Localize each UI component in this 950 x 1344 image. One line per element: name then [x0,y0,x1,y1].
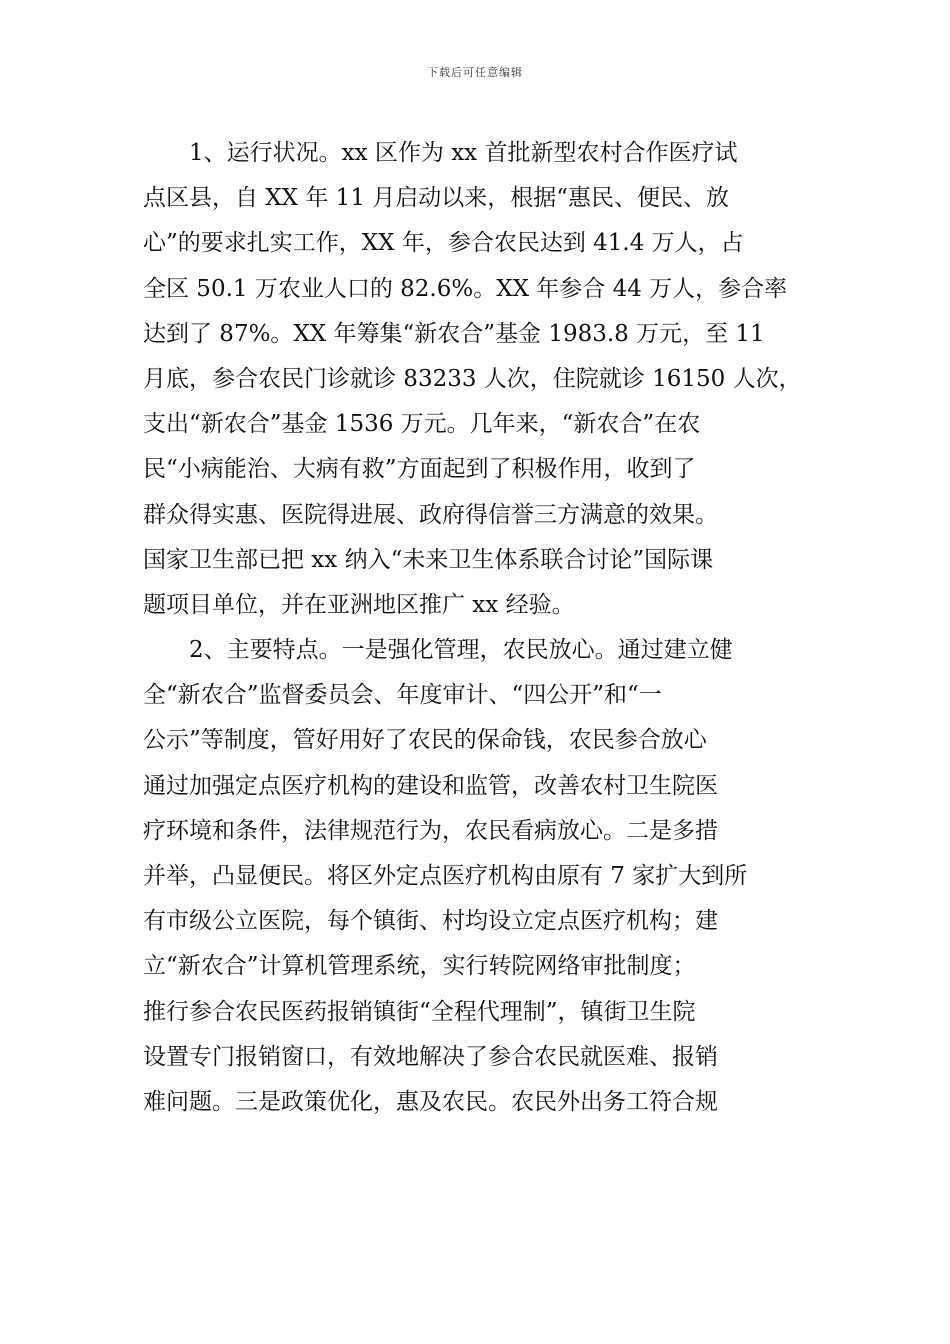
text-line: 达到了 87%。XX 年筹集“新农合”基金 1983.8 万元，至 11 [143,320,765,347]
page-header: 下载后可任意编辑 [427,66,523,79]
text-line: 点区县，自 XX 年 11 月启动以来，根据“惠民、便民、放 [143,185,730,212]
text-line: 并举，凸显便民。将区外定点医疗机构由原有 7 家扩大到所 [143,863,748,889]
text-line: 群众得实惠、医院得进展、政府得信誉三方满意的效果。 [143,501,718,528]
text-line: 公示”等制度，管好用好了农民的保命钱，农民参合放心 [143,727,707,754]
document-body [143,131,833,1125]
text-line: 题项目单位，并在亚洲地区推广 xx 经验。 [143,591,575,618]
text-line: 1、运行状况。xx 区作为 xx 首批新型农村合作医疗试 [143,140,738,166]
text-line: 支出“新农合”基金 1536 万元。几年来，“新农合”在农 [143,411,701,438]
text-line: 难问题。三是政策优化，惠及农民。农民外出务工符合规 [143,1088,718,1115]
text-line: 民“小病能治、大病有救”方面起到了积极作用，收到了 [143,456,696,483]
text-line: 疗环境和条件，法律规范行为，农民看病放心。二是多措 [143,817,718,844]
text-line: 全区 50.1 万农业人口的 82.6%。XX 年参合 44 万人，参合率 [143,275,788,302]
text-line: 推行参合农民医药报销镇街“全程代理制”，镇街卫生院 [143,998,696,1025]
text-line: 有市级公立医院，每个镇街、村均设立定点医疗机构；建 [143,908,718,935]
text-line: 通过加强定点医疗机构的建设和监管，改善农村卫生院医 [143,772,718,799]
text-line: 立“新农合”计算机管理系统，实行转院网络审批制度； [143,953,696,980]
text-line: 心”的要求扎实工作，XX 年，参合农民达到 41.4 万人，占 [143,230,744,257]
text-line: 设置专门报销窗口，有效地解决了参合农民就医难、报销 [143,1043,718,1070]
text-line: 2、主要特点。一是强化管理，农民放心。通过建立健 [143,637,733,664]
text-line: 全“新农合”监督委员会、年度审计、“四公开”和“一 [143,682,662,709]
text-line: 月底，参合农民门诊就诊 83233 人次，住院就诊 16150 人次， [143,365,802,392]
text-line: 国家卫生部已把 xx 纳入“未来卫生体系联合讨论”国际课 [143,546,714,573]
